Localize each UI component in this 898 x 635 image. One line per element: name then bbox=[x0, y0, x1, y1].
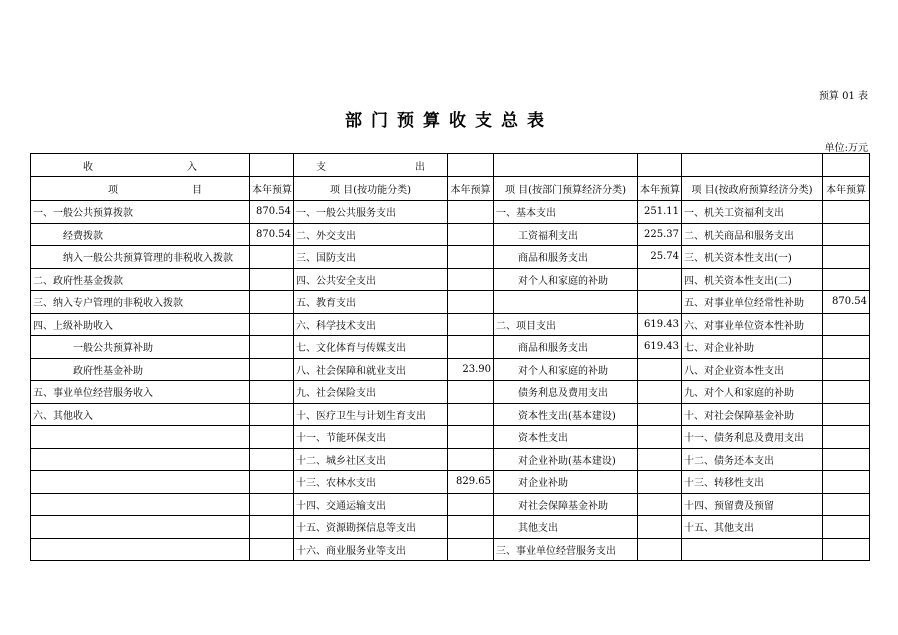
income-item-cell: 纳入一般公共预算管理的非税收入拨款 bbox=[31, 246, 250, 269]
expense-header-b: 出 bbox=[415, 161, 425, 173]
amount-header: 本年预算 bbox=[638, 177, 682, 201]
gov-econ-item-cell: 二、机关商品和服务支出 bbox=[682, 223, 823, 246]
gov-econ-amount-cell bbox=[823, 516, 870, 539]
income-item-cell bbox=[31, 516, 250, 539]
dept-econ-amount-cell bbox=[638, 538, 682, 561]
function-amount-cell bbox=[448, 516, 494, 539]
function-amount-cell bbox=[448, 268, 494, 291]
gov-econ-item-cell: 十四、预留费及预留 bbox=[682, 493, 823, 516]
gov-econ-item-cell: 十五、其他支出 bbox=[682, 516, 823, 539]
function-amount-cell: 23.90 bbox=[448, 358, 494, 381]
income-item-cell bbox=[31, 426, 250, 449]
dept-econ-item-cell: 一、基本支出 bbox=[494, 201, 638, 224]
dept-econ-amount-cell bbox=[638, 268, 682, 291]
gov-econ-item-cell: 九、对个人和家庭的补助 bbox=[682, 381, 823, 404]
gov-econ-item-cell: 四、机关资本性支出(二) bbox=[682, 268, 823, 291]
dept-econ-amount-cell bbox=[638, 516, 682, 539]
header-row-group bbox=[31, 154, 870, 177]
unit-label: 单位:万元 bbox=[824, 143, 868, 154]
income-item-cell bbox=[31, 448, 250, 471]
function-amount-cell bbox=[448, 291, 494, 314]
income-amount-cell bbox=[250, 381, 294, 404]
gov-econ-item-cell: 一、机关工资福利支出 bbox=[682, 201, 823, 224]
gov-econ-amount-cell bbox=[823, 493, 870, 516]
income-amount-cell bbox=[250, 538, 294, 561]
function-item-cell: 一、一般公共服务支出 bbox=[294, 201, 448, 224]
gov-econ-item-cell: 十一、债务利息及费用支出 bbox=[682, 426, 823, 449]
function-amount-cell bbox=[448, 381, 494, 404]
income-amount-cell bbox=[250, 268, 294, 291]
gov-econ-amount-cell bbox=[823, 403, 870, 426]
function-item-cell: 九、社会保险支出 bbox=[294, 381, 448, 404]
table-row bbox=[31, 403, 870, 426]
gov-econ-amount-cell bbox=[823, 471, 870, 494]
function-item-cell: 八、社会保障和就业支出 bbox=[294, 358, 448, 381]
dept-econ-amount-cell bbox=[638, 358, 682, 381]
function-item-cell: 三、国防支出 bbox=[294, 246, 448, 269]
income-amount-cell bbox=[250, 358, 294, 381]
dept-econ-item-cell: 二、项目支出 bbox=[494, 313, 638, 336]
dept-econ-item-cell bbox=[494, 291, 638, 314]
dept-econ-item-cell: 对企业补助(基本建设) bbox=[494, 448, 638, 471]
income-header-b: 入 bbox=[187, 161, 197, 173]
gov-econ-amount-cell bbox=[823, 246, 870, 269]
gov-econ-item-cell bbox=[682, 538, 823, 561]
dept-econ-amount-cell: 619.43 bbox=[638, 336, 682, 359]
income-amount-cell bbox=[250, 246, 294, 269]
dept-econ-item-cell: 资本性支出(基本建设) bbox=[494, 403, 638, 426]
gov-econ-amount-cell bbox=[823, 426, 870, 449]
table-row bbox=[31, 268, 870, 291]
income-item-cell: 四、上级补助收入 bbox=[31, 313, 250, 336]
income-item-cell bbox=[31, 538, 250, 561]
table-row bbox=[31, 448, 870, 471]
table-row bbox=[31, 426, 870, 449]
table-row bbox=[31, 493, 870, 516]
dept-econ-amount-cell: 25.74 bbox=[638, 246, 682, 269]
dept-econ-item-cell: 商品和服务支出 bbox=[494, 336, 638, 359]
function-amount-cell bbox=[448, 336, 494, 359]
dept-econ-item-cell: 三、事业单位经营服务支出 bbox=[494, 538, 638, 561]
item-header-a: 项 bbox=[108, 185, 118, 196]
gov-econ-amount-cell bbox=[823, 268, 870, 291]
gov-econ-amount-cell bbox=[823, 223, 870, 246]
gov-econ-item-cell: 六、对事业单位资本性补助 bbox=[682, 313, 823, 336]
table-row bbox=[31, 538, 870, 561]
dept-econ-item-cell: 其他支出 bbox=[494, 516, 638, 539]
table-row bbox=[31, 313, 870, 336]
function-item-cell: 十三、农林水支出 bbox=[294, 471, 448, 494]
gov-econ-amount-cell bbox=[823, 201, 870, 224]
dept-econ-amount-cell bbox=[638, 448, 682, 471]
income-header-a: 收 bbox=[83, 161, 93, 173]
income-amount-cell bbox=[250, 471, 294, 494]
table-body bbox=[31, 201, 870, 561]
dept-econ-item-cell: 债务利息及费用支出 bbox=[494, 381, 638, 404]
dept-econ-class-header: 项 目(按部门预算经济分类) bbox=[494, 177, 638, 201]
income-item-cell: 二、政府性基金拨款 bbox=[31, 268, 250, 291]
dept-econ-amount-cell: 225.37 bbox=[638, 223, 682, 246]
function-amount-cell: 829.65 bbox=[448, 471, 494, 494]
function-item-cell: 十四、交通运输支出 bbox=[294, 493, 448, 516]
amount-header: 本年预算 bbox=[250, 177, 294, 201]
table-row bbox=[31, 291, 870, 314]
function-amount-cell bbox=[448, 403, 494, 426]
income-amount-cell bbox=[250, 493, 294, 516]
dept-econ-amount-cell: 619.43 bbox=[638, 313, 682, 336]
function-amount-cell bbox=[448, 201, 494, 224]
gov-econ-class-header: 项 目(按政府预算经济分类) bbox=[682, 177, 823, 201]
dept-econ-amount-cell bbox=[638, 493, 682, 516]
dept-econ-amount-cell: 251.11 bbox=[638, 201, 682, 224]
income-amount-cell bbox=[250, 291, 294, 314]
table-row bbox=[31, 201, 870, 224]
gov-econ-amount-cell bbox=[823, 358, 870, 381]
dept-econ-amount-cell bbox=[638, 471, 682, 494]
header-blank bbox=[250, 154, 294, 177]
gov-econ-amount-cell bbox=[823, 381, 870, 404]
gov-econ-item-cell: 十、对社会保障基金补助 bbox=[682, 403, 823, 426]
table-row bbox=[31, 358, 870, 381]
dept-econ-item-cell: 对企业补助 bbox=[494, 471, 638, 494]
function-item-cell: 十二、城乡社区支出 bbox=[294, 448, 448, 471]
gov-econ-item-cell: 八、对企业资本性支出 bbox=[682, 358, 823, 381]
header-blank bbox=[823, 154, 870, 177]
header-blank bbox=[638, 154, 682, 177]
table-row bbox=[31, 246, 870, 269]
function-class-header: 项 目(按功能分类) bbox=[294, 177, 448, 201]
income-amount-cell bbox=[250, 403, 294, 426]
item-header bbox=[31, 177, 250, 201]
table-row bbox=[31, 336, 870, 359]
table-row bbox=[31, 223, 870, 246]
income-item-cell: 经费拨款 bbox=[31, 223, 250, 246]
function-item-cell: 十六、商业服务业等支出 bbox=[294, 538, 448, 561]
header-row-columns bbox=[31, 177, 870, 201]
page-title: 部门预算收支总表 bbox=[345, 111, 553, 131]
function-item-cell: 五、教育支出 bbox=[294, 291, 448, 314]
dept-econ-amount-cell bbox=[638, 291, 682, 314]
gov-econ-item-cell: 七、对企业补助 bbox=[682, 336, 823, 359]
gov-econ-amount-cell bbox=[823, 313, 870, 336]
income-item-cell: 五、事业单位经营服务收入 bbox=[31, 381, 250, 404]
gov-econ-amount-cell bbox=[823, 448, 870, 471]
expense-header-a: 支 bbox=[316, 161, 326, 173]
function-amount-cell bbox=[448, 538, 494, 561]
income-item-cell: 一般公共预算补助 bbox=[31, 336, 250, 359]
income-amount-cell bbox=[250, 313, 294, 336]
income-amount-cell: 870.54 bbox=[250, 223, 294, 246]
function-amount-cell bbox=[448, 246, 494, 269]
dept-econ-item-cell: 商品和服务支出 bbox=[494, 246, 638, 269]
dept-econ-item-cell: 对个人和家庭的补助 bbox=[494, 358, 638, 381]
gov-econ-item-cell: 五、对事业单位经常性补助 bbox=[682, 291, 823, 314]
income-item-cell: 一、一般公共预算拨款 bbox=[31, 201, 250, 224]
income-item-cell bbox=[31, 493, 250, 516]
dept-econ-item-cell: 工资福利支出 bbox=[494, 223, 638, 246]
function-item-cell: 二、外交支出 bbox=[294, 223, 448, 246]
function-item-cell: 四、公共安全支出 bbox=[294, 268, 448, 291]
income-item-cell: 政府性基金补助 bbox=[31, 358, 250, 381]
income-amount-cell bbox=[250, 448, 294, 471]
function-item-cell: 十一、节能环保支出 bbox=[294, 426, 448, 449]
income-item-cell: 六、其他收入 bbox=[31, 403, 250, 426]
amount-header: 本年预算 bbox=[448, 177, 494, 201]
function-item-cell: 六、科学技术支出 bbox=[294, 313, 448, 336]
function-amount-cell bbox=[448, 493, 494, 516]
gov-econ-item-cell: 十二、债务还本支出 bbox=[682, 448, 823, 471]
gov-econ-amount-cell bbox=[823, 538, 870, 561]
function-amount-cell bbox=[448, 223, 494, 246]
income-amount-cell bbox=[250, 336, 294, 359]
item-header-b: 目 bbox=[192, 185, 202, 196]
table-row bbox=[31, 471, 870, 494]
function-amount-cell bbox=[448, 426, 494, 449]
header-blank bbox=[448, 154, 494, 177]
dept-econ-amount-cell bbox=[638, 403, 682, 426]
income-header bbox=[31, 154, 250, 177]
dept-econ-amount-cell bbox=[638, 426, 682, 449]
dept-econ-item-cell: 对社会保障基金补助 bbox=[494, 493, 638, 516]
gov-econ-amount-cell bbox=[823, 336, 870, 359]
income-item-cell: 三、纳入专户管理的非税收入拨款 bbox=[31, 291, 250, 314]
income-amount-cell bbox=[250, 426, 294, 449]
expense-header bbox=[294, 154, 448, 177]
gov-econ-amount-cell: 870.54 bbox=[823, 291, 870, 314]
budget-summary-table bbox=[30, 153, 870, 561]
income-item-cell bbox=[31, 471, 250, 494]
dept-econ-amount-cell bbox=[638, 381, 682, 404]
amount-header: 本年预算 bbox=[823, 177, 870, 201]
function-amount-cell bbox=[448, 313, 494, 336]
form-number: 预算 01 表 bbox=[818, 91, 868, 102]
header-blank bbox=[494, 154, 638, 177]
function-item-cell: 七、文化体育与传媒支出 bbox=[294, 336, 448, 359]
table-row bbox=[31, 516, 870, 539]
table-row bbox=[31, 381, 870, 404]
dept-econ-item-cell: 资本性支出 bbox=[494, 426, 638, 449]
gov-econ-item-cell: 十三、转移性支出 bbox=[682, 471, 823, 494]
income-amount-cell bbox=[250, 516, 294, 539]
function-item-cell: 十五、资源勘探信息等支出 bbox=[294, 516, 448, 539]
header-blank bbox=[682, 154, 823, 177]
function-item-cell: 十、医疗卫生与计划生育支出 bbox=[294, 403, 448, 426]
function-amount-cell bbox=[448, 448, 494, 471]
income-amount-cell: 870.54 bbox=[250, 201, 294, 224]
gov-econ-item-cell: 三、机关资本性支出(一) bbox=[682, 246, 823, 269]
dept-econ-item-cell: 对个人和家庭的补助 bbox=[494, 268, 638, 291]
